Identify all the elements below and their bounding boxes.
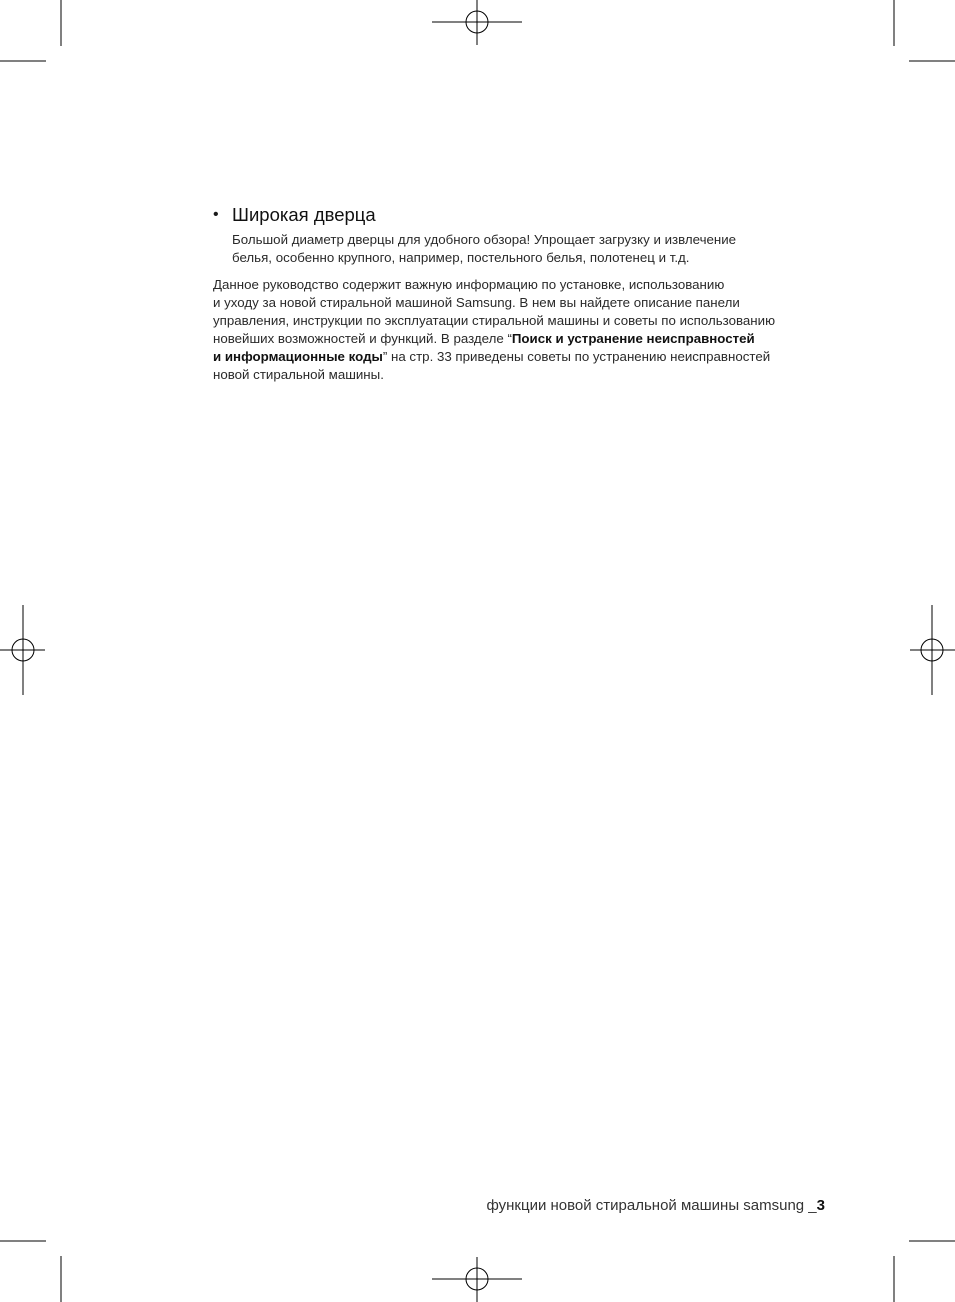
feature-item-wide-door [213, 203, 828, 266]
intro-line: новейших возможностей и функций. В разделе “ [213, 330, 512, 346]
troubleshooting-section-reference: Поиск и устранение неисправностей [511, 330, 755, 346]
feature-description-line: белья, особенно крупного, например, постельного белья, полотенец и т.д. [232, 249, 690, 265]
intro-line: управления, инструкции по эксплуатации стиральной машины и советы по использованию [213, 312, 776, 328]
intro-paragraph [213, 276, 828, 383]
footer-section-label: функции новой стиральной машины samsung _ [486, 1197, 817, 1214]
page-footer [486, 1196, 825, 1216]
registration-target-right [910, 605, 955, 695]
registration-target-bottom [432, 1257, 522, 1302]
intro-line: новой стиральной машины. [213, 366, 384, 382]
registration-target-top [432, 0, 522, 45]
feature-title: Широкая дверца [232, 204, 376, 225]
bullet-icon: • [213, 206, 219, 223]
feature-description-line: Большой диаметр дверцы для удобного обзора! Упрощает загрузку и извлечение [232, 232, 737, 247]
intro-line: ” на стр. 33 приведены советы по устранению неисправностей [382, 348, 771, 364]
intro-line: Данное руководство содержит важную информацию по установке, использованию [213, 277, 725, 292]
intro-line: и уходу за новой стиральной машиной Samsung. В нем вы найдете описание панели [213, 294, 740, 310]
troubleshooting-section-reference: и информационные коды [213, 348, 383, 364]
registration-target-left [0, 605, 45, 695]
main-content [213, 203, 828, 383]
feature-description [232, 231, 828, 266]
page-number: 3 [816, 1197, 825, 1214]
